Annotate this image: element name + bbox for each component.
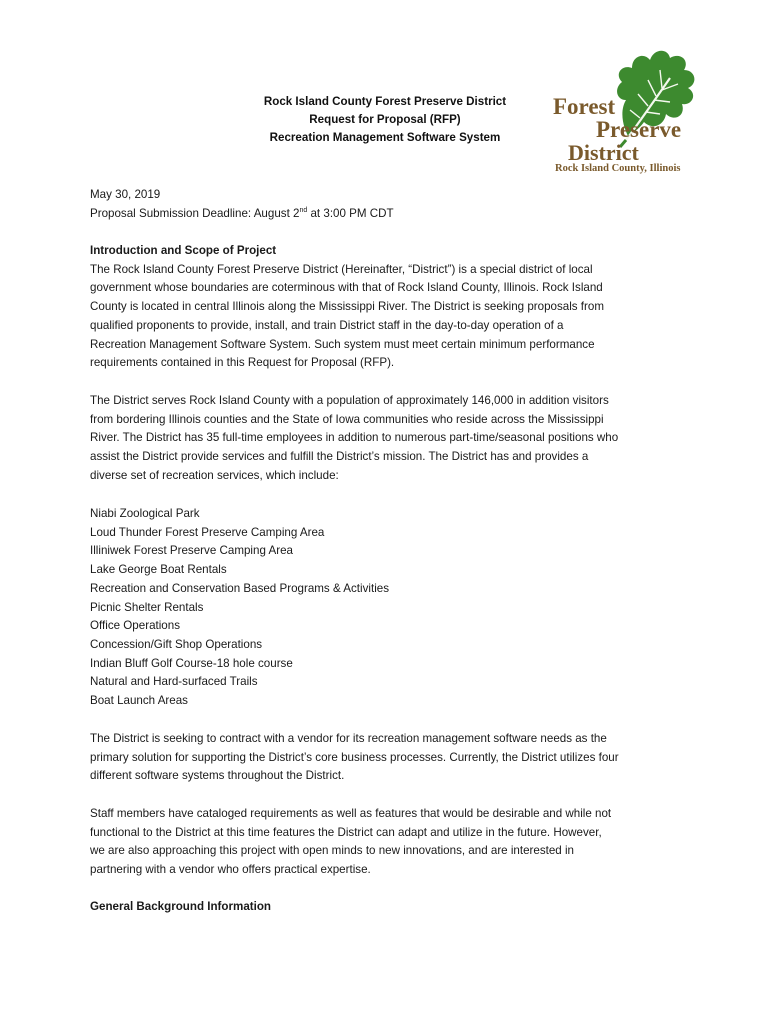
background-heading: General Background Information bbox=[90, 900, 272, 913]
intro-line: Recreation Management Software System. Such system must meet certain minimum performance bbox=[90, 337, 595, 351]
list-item: Natural and Hard-surfaced Trails bbox=[90, 675, 258, 689]
document-header bbox=[215, 93, 555, 147]
header-title: Rock Island County Forest Preserve District bbox=[263, 95, 507, 108]
vendor-line: The District is seeking to contract with a vendor for its recreation management software needs as the bbox=[90, 732, 607, 745]
document-date: May 30, 2019 bbox=[90, 188, 161, 201]
list-item: Niabi Zoological Park bbox=[90, 507, 200, 520]
header-rfp: Request for Proposal (RFP) bbox=[309, 113, 461, 126]
logo-word-forest: Forest bbox=[553, 94, 616, 119]
list-item: Indian Bluff Golf Course-18 hole course bbox=[90, 656, 293, 670]
header-system: Recreation Management Software System bbox=[269, 131, 501, 144]
submission-deadline: Proposal Submission Deadline: August 2nd at 3:00 PM CDT bbox=[90, 206, 394, 220]
list-item: Illiniwek Forest Preserve Camping Area bbox=[90, 544, 293, 558]
background-section bbox=[90, 898, 690, 917]
list-item: Picnic Shelter Rentals bbox=[90, 600, 204, 614]
staff-paragraph bbox=[90, 805, 690, 880]
intro-line: requirements contained in this Request for Proposal (RFP). bbox=[90, 356, 395, 370]
services-paragraph bbox=[90, 392, 690, 486]
vendor-line: different software systems throughout the District. bbox=[90, 769, 345, 783]
list-item: Loud Thunder Forest Preserve Camping Area bbox=[90, 525, 325, 539]
intro-line: qualified proponents to provide, install, and train District staff in the day-to-day operation of a bbox=[90, 318, 564, 332]
services-line: diverse set of recreation services, which include: bbox=[90, 468, 339, 482]
intro-heading: Introduction and Scope of Project bbox=[90, 244, 277, 257]
list-item: Boat Launch Areas bbox=[90, 694, 188, 708]
list-item: Recreation and Conservation Based Programs & Activities bbox=[90, 581, 390, 595]
staff-line: functional to the District at this time features the District can adapt and utilize in the future. However, bbox=[90, 825, 602, 839]
intro-section bbox=[90, 242, 690, 373]
vendor-line: primary solution for supporting the District’s core business processes. Currently, the District utilizes four bbox=[90, 750, 619, 764]
services-line: The District serves Rock Island County with a population of approximately 146,000 in addition visitors bbox=[90, 394, 609, 407]
services-line: from bordering Illinois counties and the State of Iowa communities who reside across the Mississippi bbox=[90, 412, 604, 426]
services-list bbox=[90, 505, 690, 711]
intro-line: government whose boundaries are coterminous with that of Rock Island County, Illinois. Rock Island bbox=[90, 281, 603, 295]
vendor-paragraph bbox=[90, 730, 690, 786]
staff-line: partnering with a vendor who offers practical expertise. bbox=[90, 863, 371, 877]
list-item: Lake George Boat Rentals bbox=[90, 563, 227, 577]
services-line: assist the District provide services and fulfill the District’s mission. The District has and provides a bbox=[90, 450, 589, 464]
list-item: Office Operations bbox=[90, 619, 181, 633]
intro-line: The Rock Island County Forest Preserve District (Hereinafter, “District”) is a special district of local bbox=[90, 262, 593, 276]
forest-preserve-logo bbox=[548, 44, 706, 176]
date-block bbox=[90, 186, 690, 223]
staff-line: Staff members have cataloged requirements as well as features that would be desirable and while not bbox=[90, 807, 612, 820]
logo-word-preserve: Preserve bbox=[596, 117, 682, 142]
logo-subtitle: Rock Island County, Illinois bbox=[555, 163, 681, 174]
intro-line: County is located in central Illinois along the Mississippi River. The District is seeking proposals from bbox=[90, 300, 604, 314]
logo-word-district: District bbox=[568, 140, 639, 165]
list-item: Concession/Gift Shop Operations bbox=[90, 637, 263, 651]
staff-line: we are also approaching this project with open minds to new innovations, and are interested in bbox=[90, 844, 575, 858]
services-line: River. The District has 35 full-time employees in addition to numerous part-time/seasonal positions who bbox=[90, 431, 619, 445]
